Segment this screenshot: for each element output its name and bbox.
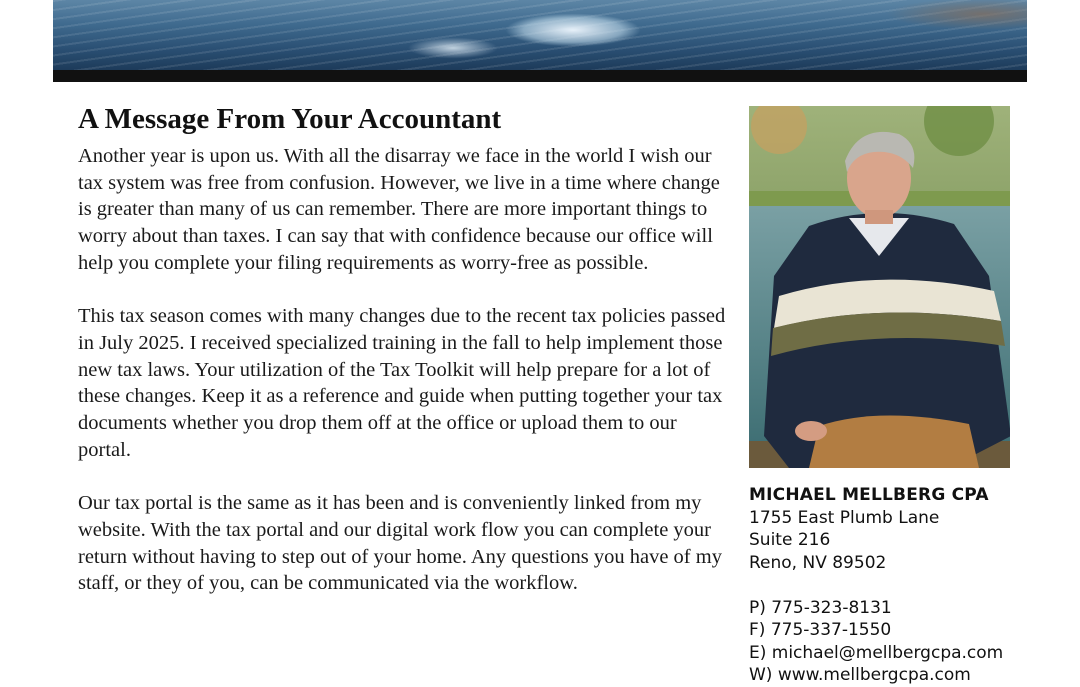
article-body (78, 143, 728, 624)
contact-name: MICHAEL MELLBERG CPA (749, 485, 989, 505)
contact-email[interactable]: E) michael@mellbergcpa.com (749, 642, 1004, 663)
contact-block (749, 484, 1049, 687)
contact-phone: P) 775-323-8131 (749, 597, 892, 618)
contact-city-state-zip: Reno, NV 89502 (749, 552, 887, 573)
contact-spacer (749, 574, 1049, 597)
article-paragraph: This tax season comes with many changes due to the recent tax policies passed in July 2025. I received specialized training in the fall to help implement those new tax laws. Your utilization of the Tax Toolkit will help prepare for a lot of these changes. Keep it as a reference and guide when putting together your tax documents whether you drop them off at the office or upload them to our portal. (78, 305, 726, 461)
article-title: A Message From Your Accountant (78, 103, 502, 135)
contact-website[interactable]: W) www.mellbergcpa.com (749, 665, 971, 685)
contact-fax: F) 775-337-1550 (749, 620, 892, 640)
contact-address-line2: Suite 216 (749, 530, 831, 550)
article-paragraph: Our tax portal is the same as it has been and is conveniently linked from my website. With the tax portal and our digital work flow you can complete your return without having to step out of your home. Any questions you have of my staff, or they of you, can be communicated via the workflow. (78, 492, 722, 595)
contact-address-line1: 1755 East Plumb Lane (749, 507, 940, 528)
banner-divider (53, 70, 1027, 82)
ocean-banner-image (53, 0, 1027, 70)
article-paragraph: Another year is upon us. With all the disarray we face in the world I wish our tax system was free from confusion. However, we live in a time where change is greater than many of us can remember. There are more important things to worry about than taxes. I can say that with confidence because our office will help you complete your filing requirements as worry-free as possible. (78, 145, 720, 274)
accountant-portrait-photo (749, 106, 1010, 468)
